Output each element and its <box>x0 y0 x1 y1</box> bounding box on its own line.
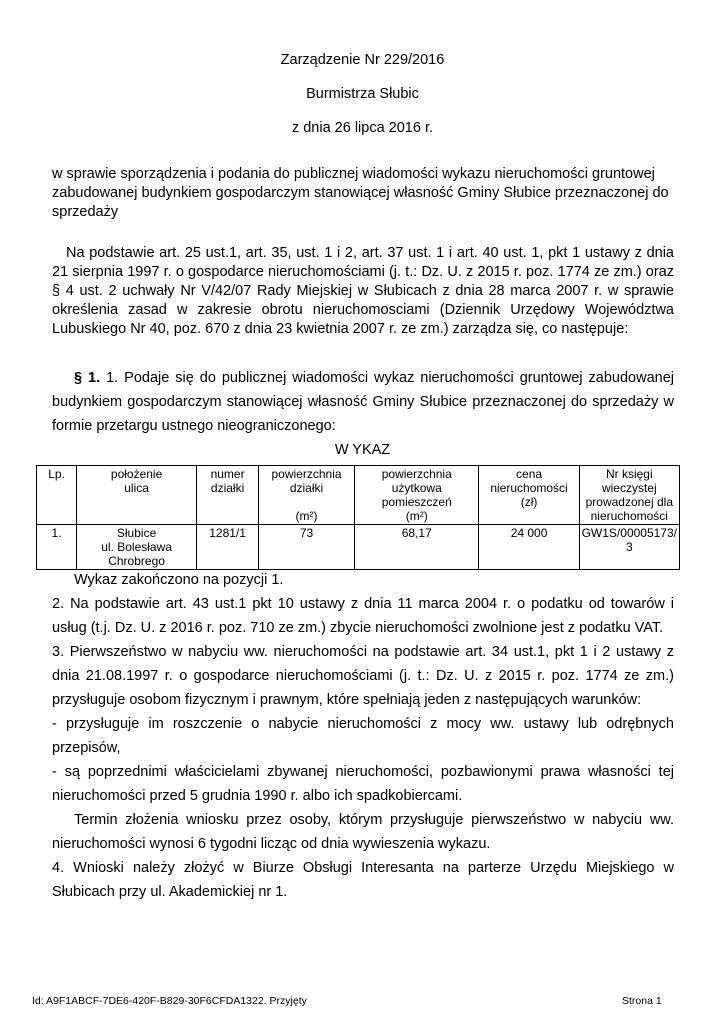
cell-plot-area: 73 <box>259 525 355 570</box>
paragraph-condition-2: - są poprzednimi właścicielami zbywanej nieruchomości, pozbawionymi prawa własności tej nieruchomości przed 5 grudnia 1990 r. albo ich spadkobiercami. <box>52 764 674 804</box>
property-table <box>36 465 680 570</box>
section-1-marker: § 1. <box>74 370 101 386</box>
document-date: z dnia 26 lipca 2016 r. <box>291 120 434 136</box>
footer-page-number: Strona 1 <box>622 995 662 1007</box>
header-plot-area: powierzchnia działki (m²) <box>259 466 355 525</box>
cell-land-register: GW1S/00005173/ 3 <box>579 525 679 570</box>
document-issuer: Burmistrza Słubic <box>306 86 419 102</box>
header-lp: Lp. <box>37 466 77 525</box>
document-title: Zarządzenie Nr 229/2016 <box>280 52 445 68</box>
table-title: W YKAZ <box>334 442 391 458</box>
document-subject: w sprawie sporządzenia i podania do publicznej wiadomości wykazu nieruchomości gruntowej zabudowanej budynkiem gospodarczym stanowiącej własność Gminy Słubice przeznaczonej do sprzedaży <box>52 166 669 220</box>
footer-document-id: Id: A9F1ABCF-7DE6-420F-B829-30F6CFDA1322. Przyjęty <box>32 995 307 1007</box>
header-land-register: Nr księgi wieczystej prowadzonej dla nieruchomości <box>579 466 679 525</box>
cell-usable-area: 68,17 <box>355 525 479 570</box>
section-1-text: 1. Podaje się do publicznej wiadomości wykaz nieruchomości gruntowej zabudowanej budynkiem gospodarczym stanowiącej własność Gminy Słubice przeznaczonej do sprzedaży w formie przetargu ustnego nieograniczonego: <box>52 370 675 434</box>
section-1 <box>52 366 674 438</box>
header-usable-area: powierzchnia użytkowa pomieszczeń (m²) <box>355 466 479 525</box>
paragraph-vat: 2. Na podstawie art. 43 ust.1 pkt 10 ustawy z dnia 11 marca 2004 r. o podatku od towarów i usług (t.j. Dz. U. z 2016 r. poz. 710 ze zm.) zbycie nieruchomości zwolnione jest z podatku VAT. <box>52 596 674 636</box>
cell-location: Słubice ul. Bolesława Chrobrego <box>77 525 197 570</box>
cell-plot-number: 1281/1 <box>197 525 259 570</box>
paragraph-applications: 4. Wnioski należy złożyć w Biurze Obsługi Interesanta na parterze Urzędu Miejskiego w Słubicach przy ul. Akademickiej nr 1. <box>52 860 674 900</box>
cell-lp: 1. <box>37 525 77 570</box>
table-header-row <box>37 466 680 525</box>
table-row <box>37 525 680 570</box>
header-location: położenie ulica <box>77 466 197 525</box>
paragraph-condition-1: - przysługuje im roszczenie o nabycie nieruchomości z mocy ww. ustawy lub odrębnych przepisów, <box>52 716 674 756</box>
paragraph-list-end: Wykaz zakończono na pozycji 1. <box>74 572 284 588</box>
legal-basis <box>52 244 674 339</box>
header-price: cena nieruchomości (zł) <box>479 466 579 525</box>
paragraph-priority: 3. Pierwszeństwo w nabyciu ww. nieruchomości na podstawie art. 34 ust.1, pkt 1 i 2 ustawy z dnia 21.08.1997 r. o gospodarce nieruchomościami (j. t.: Dz. U. z 2015 r. poz. 1774 ze zm.) przysługuje osobom fizycznym i prawnym, które spełniają jeden z następujących warunków: <box>52 644 674 708</box>
paragraph-deadline: Termin złożenia wniosku przez osoby, którym przysługuje pierwszeństwo w nabyciu ww. nieruchomości wynosi 6 tygodni licząc od dnia wywieszenia wykazu. <box>52 812 674 852</box>
legal-basis-text: Na podstawie art. 25 ust.1, art. 35, ust. 1 i 2, art. 37 ust. 1 i art. 40 ust. 1, pkt 1 ustawy z dnia 21 sierpnia 1997 r. o gospodarce nieruchomościami (j. t.: Dz. U. z 2015 r. poz. 1774 ze zm.) oraz § 4 ust. 2 uchwały Nr V/42/07 Rady Miejskiej w Słubicach z dnia 28 marca 2007 r. w sprawie określenia zasad w zakresie obrotu nieruchomosciami (Dziennik Urzędowy Województwa Lubuskiego Nr 40, poz. 670 z dnia 23 kwietnia 2007 r. ze zm.) zarządza się, co następuje: <box>52 245 674 337</box>
header-plot-number: numer działki <box>197 466 259 525</box>
cell-price: 24 000 <box>479 525 579 570</box>
document-body <box>52 568 674 904</box>
